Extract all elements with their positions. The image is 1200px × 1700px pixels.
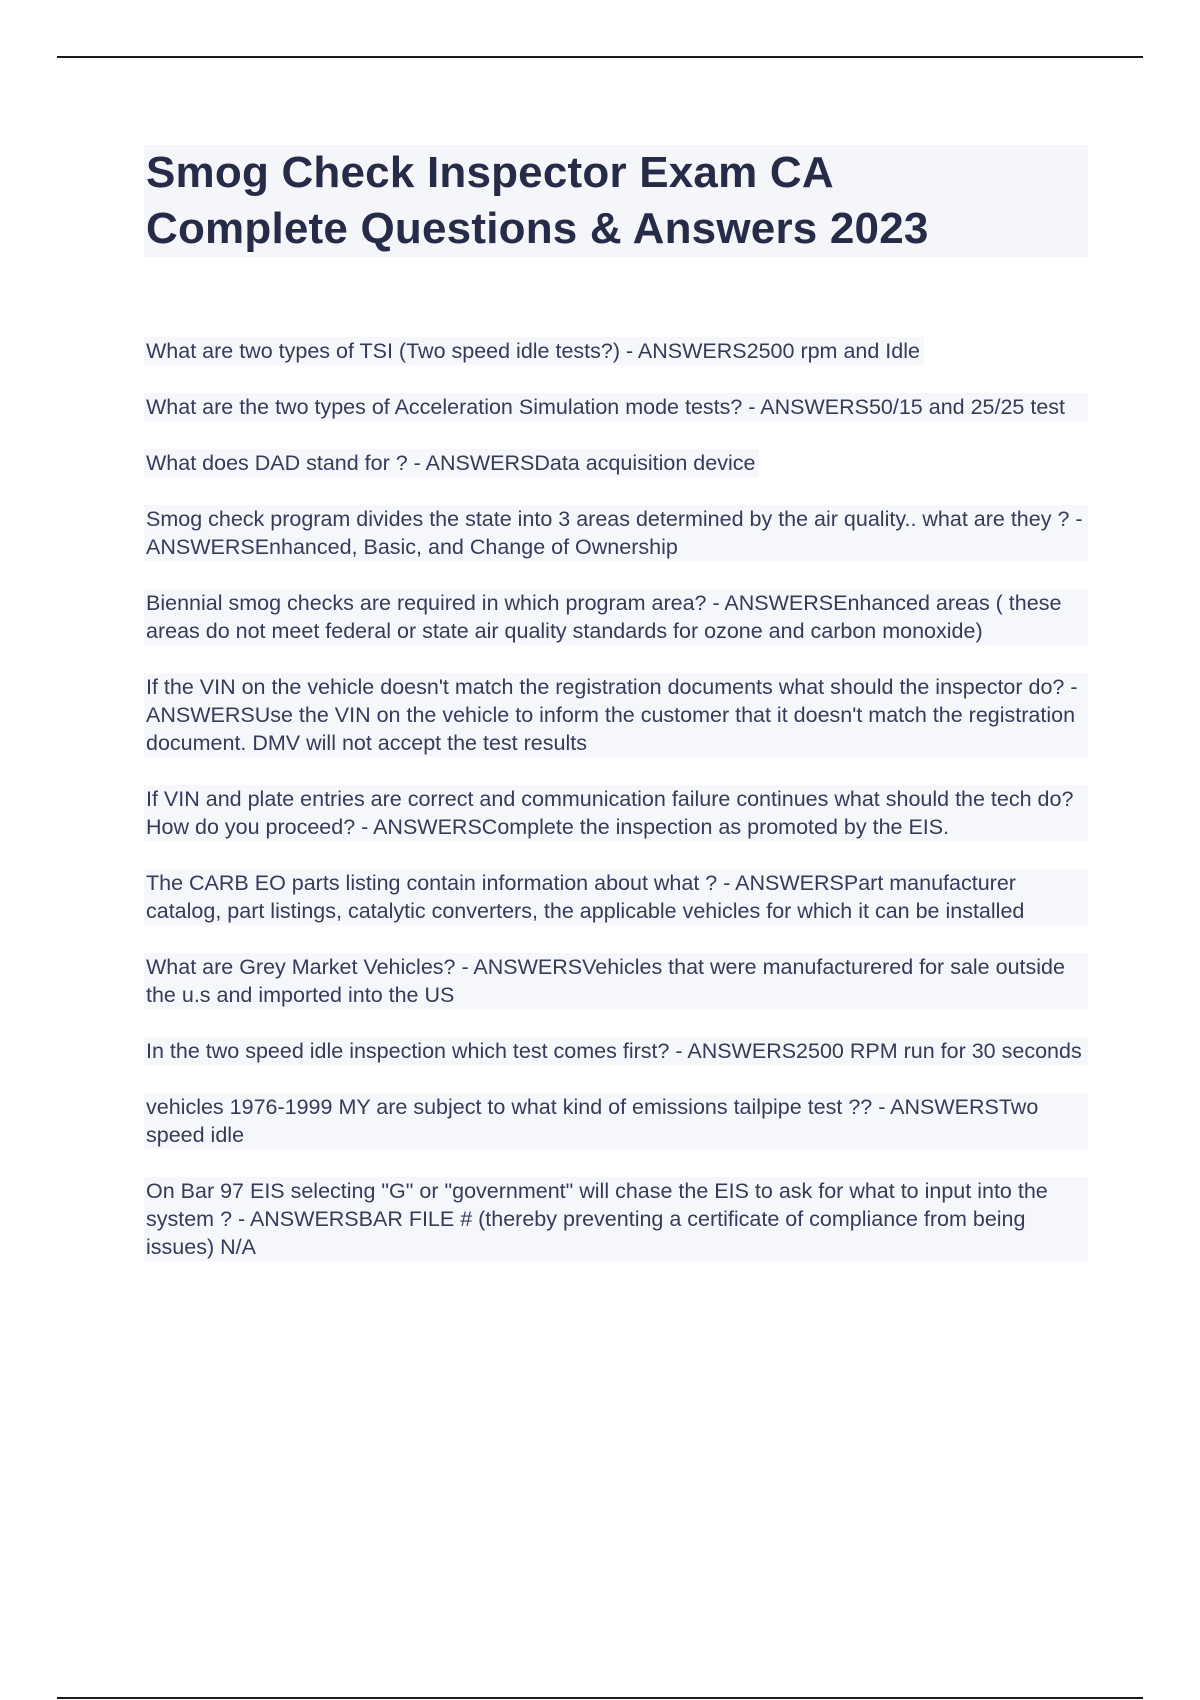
qa-item: Smog check program divides the state into 3 areas determined by the air quality.. what are they ? - ANSWERSEnhanced, Basic, and Change of Ownership	[144, 505, 1088, 561]
qa-item: On Bar 97 EIS selecting "G" or "government" will chase the EIS to ask for what to input into the system ? - ANSWERSBAR FILE # (thereby preventing a certificate of compliance from being issues) N/A	[144, 1177, 1088, 1261]
qa-item: What does DAD stand for ? - ANSWERSData acquisition device	[144, 449, 759, 477]
title-line-2: Complete Questions & Answers 2023	[146, 204, 929, 253]
qa-item: What are the two types of Acceleration Simulation mode tests? - ANSWERS50/15 and 25/25 test	[144, 393, 1088, 421]
qa-list	[144, 337, 1084, 1289]
qa-item: vehicles 1976-1999 MY are subject to what kind of emissions tailpipe test ?? - ANSWERSTwo speed idle	[144, 1093, 1088, 1149]
bottom-rule	[57, 1697, 1143, 1699]
qa-item: The CARB EO parts listing contain information about what ? - ANSWERSPart manufacturer catalog, part listings, catalytic converters, the applicable vehicles for which it can be installed	[144, 869, 1088, 925]
top-rule	[57, 56, 1143, 58]
qa-item: If VIN and plate entries are correct and communication failure continues what should the tech do? How do you proceed? - ANSWERSComplete the inspection as promoted by the EIS.	[144, 785, 1088, 841]
document-title	[144, 145, 1088, 257]
qa-item: What are two types of TSI (Two speed idle tests?) - ANSWERS2500 rpm and Idle	[144, 337, 924, 365]
qa-item: If the VIN on the vehicle doesn't match the registration documents what should the inspector do? - ANSWERSUse the VIN on the vehicle to inform the customer that it doesn't match the registration document. DMV will not accept the test results	[144, 673, 1088, 757]
qa-item: In the two speed idle inspection which test comes first? - ANSWERS2500 RPM run for 30 seconds	[144, 1037, 1088, 1065]
qa-item: Biennial smog checks are required in which program area? - ANSWERSEnhanced areas ( these areas do not meet federal or state air quality standards for ozone and carbon monoxide)	[144, 589, 1088, 645]
title-line-1: Smog Check Inspector Exam CA	[146, 148, 834, 197]
qa-item: What are Grey Market Vehicles? - ANSWERSVehicles that were manufacturered for sale outside the u.s and imported into the US	[144, 953, 1088, 1009]
